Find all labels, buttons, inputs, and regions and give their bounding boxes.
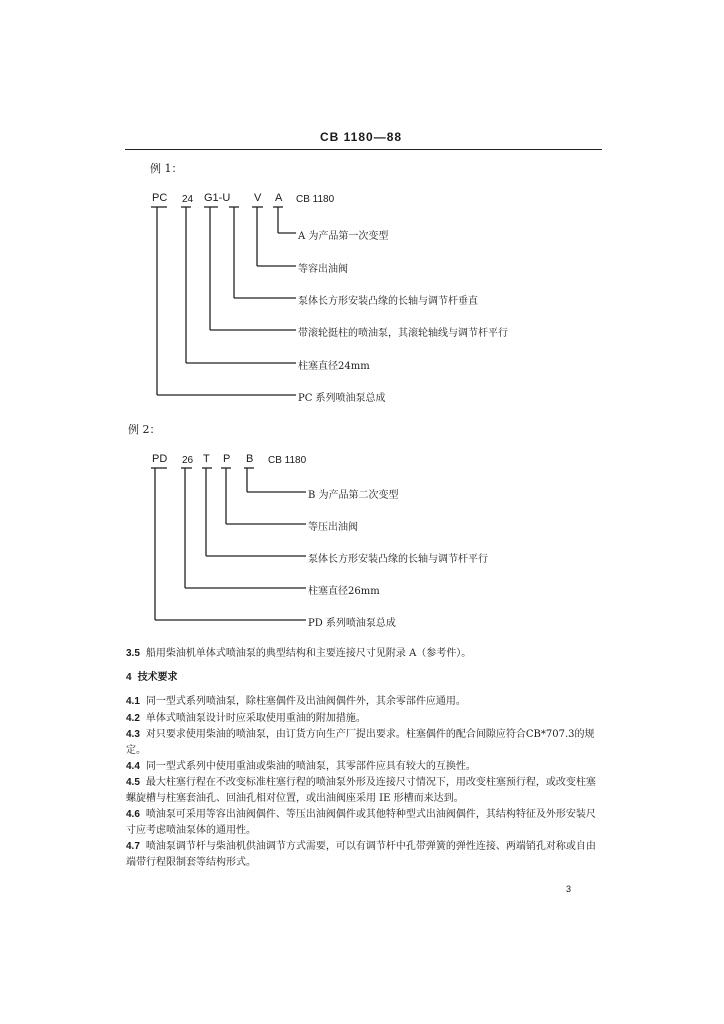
example1-desc-series: PC 系列喷油泵总成: [298, 393, 386, 404]
clause-4-4: [126, 759, 602, 775]
section-title: 技术要求: [137, 672, 178, 683]
clause-4-6: [126, 807, 602, 839]
clause-4-1: [126, 694, 602, 710]
example2-desc-diameter: 柱塞直径26mm: [308, 586, 380, 597]
example1-desc-diameter: 柱塞直径24mm: [298, 361, 370, 372]
clause-text: 喷油泵调节杆与柴油机供油调节方式需要，可以有调节杆中孔带弹簧的弹性连接、两端销孔对称或自由端带行程限制套等结构形式。: [126, 841, 596, 868]
section-number: 4: [126, 672, 132, 683]
clause-number: 4.1: [126, 696, 140, 707]
clause-number: 4.5: [126, 777, 140, 788]
example1-code-diameter: 24: [182, 194, 194, 205]
example2-code-series: PD: [152, 453, 168, 465]
clause-number: 4.6: [126, 809, 140, 820]
example2-desc-variant: B 为产品第二次变型: [308, 490, 399, 501]
example2-code-standard: CB 1180: [268, 455, 307, 466]
clause-number: 4.4: [126, 761, 140, 772]
example2-desc-flange: 泵体长方形安装凸缘的长轴与调节杆平行: [308, 554, 488, 565]
example2-desc-valve: 等压出油阀: [308, 522, 358, 533]
example2-code-flange: T: [203, 453, 210, 465]
clause-4-2: [126, 711, 602, 727]
clause-4-3: [126, 727, 602, 759]
example1-desc-variant: A 为产品第一次变型: [298, 231, 389, 242]
example1-code-variant: A: [275, 192, 283, 204]
clause-number: 4.3: [126, 729, 140, 740]
page-number: 3: [566, 884, 572, 894]
clause-text: 船用柴油机单体式喷油泵的典型结构和主要连接尺寸见附录 A（参考件）。: [145, 648, 472, 659]
clause-4-5: [126, 775, 602, 807]
example1-label: 例 1：: [150, 162, 183, 175]
example1-code-type: G1-U: [204, 192, 231, 204]
example2-code-diameter: 26: [182, 455, 194, 466]
clause-number: 4.2: [126, 713, 140, 724]
clause-text: 同一型式系列喷油泵，除柱塞偶件及出油阀偶件外，其余零部件应通用。: [145, 696, 466, 707]
clause-3-5: [126, 646, 602, 662]
example2-desc-series: PD 系列喷油泵总成: [308, 618, 396, 629]
example1-desc-tappet: 带滚轮挺柱的喷油泵，其滚轮轴线与调节杆平行: [298, 328, 508, 339]
standard-code-header: CB 1180—88: [320, 130, 403, 144]
example1-code-valve: V: [254, 192, 262, 204]
example1-desc-valve: 等容出油阀: [298, 264, 348, 275]
clause-4-7: [126, 839, 602, 871]
example1-code-series: PC: [152, 192, 168, 204]
clause-text: 对只要求使用柴油的喷油泵，由订货方向生产厂提出要求。柱塞偶件的配合间隙应符合CB*707.3的规定。: [126, 729, 595, 756]
clause-text: 同一型式系列中使用重油或柴油的喷油泵，其零部件应具有较大的互换性。: [145, 761, 476, 772]
example1-desc-flange: 泵体长方形安装凸缘的长轴与调节杆垂直: [298, 296, 478, 307]
clause-text: 最大柱塞行程在不改变标准柱塞行程的喷油泵外形及连接尺寸情况下，用改变柱塞预行程，或改变柱塞螺旋槽与柱塞套油孔、回油孔相对位置，或出油阀座采用 IE 形槽而来达到。: [126, 777, 596, 804]
clause-text: 单体式喷油泵设计时应采取使用重油的附加措施。: [145, 713, 366, 724]
section-4-heading: [126, 670, 602, 686]
clause-number: 3.5: [126, 648, 140, 659]
clause-text: 喷油泵可采用等容出油阀偶件、等压出油阀偶件或其他特种型式出油阀偶件，其结构特征及外形安装尺寸应考虑喷油泵体的通用性。: [126, 809, 596, 836]
example2-code-variant: B: [246, 453, 254, 465]
example2-code-valve: P: [223, 453, 231, 465]
clause-number: 4.7: [126, 841, 140, 852]
example1-code-standard: CB 1180: [296, 194, 335, 205]
example2-label: 例 2：: [128, 423, 161, 436]
